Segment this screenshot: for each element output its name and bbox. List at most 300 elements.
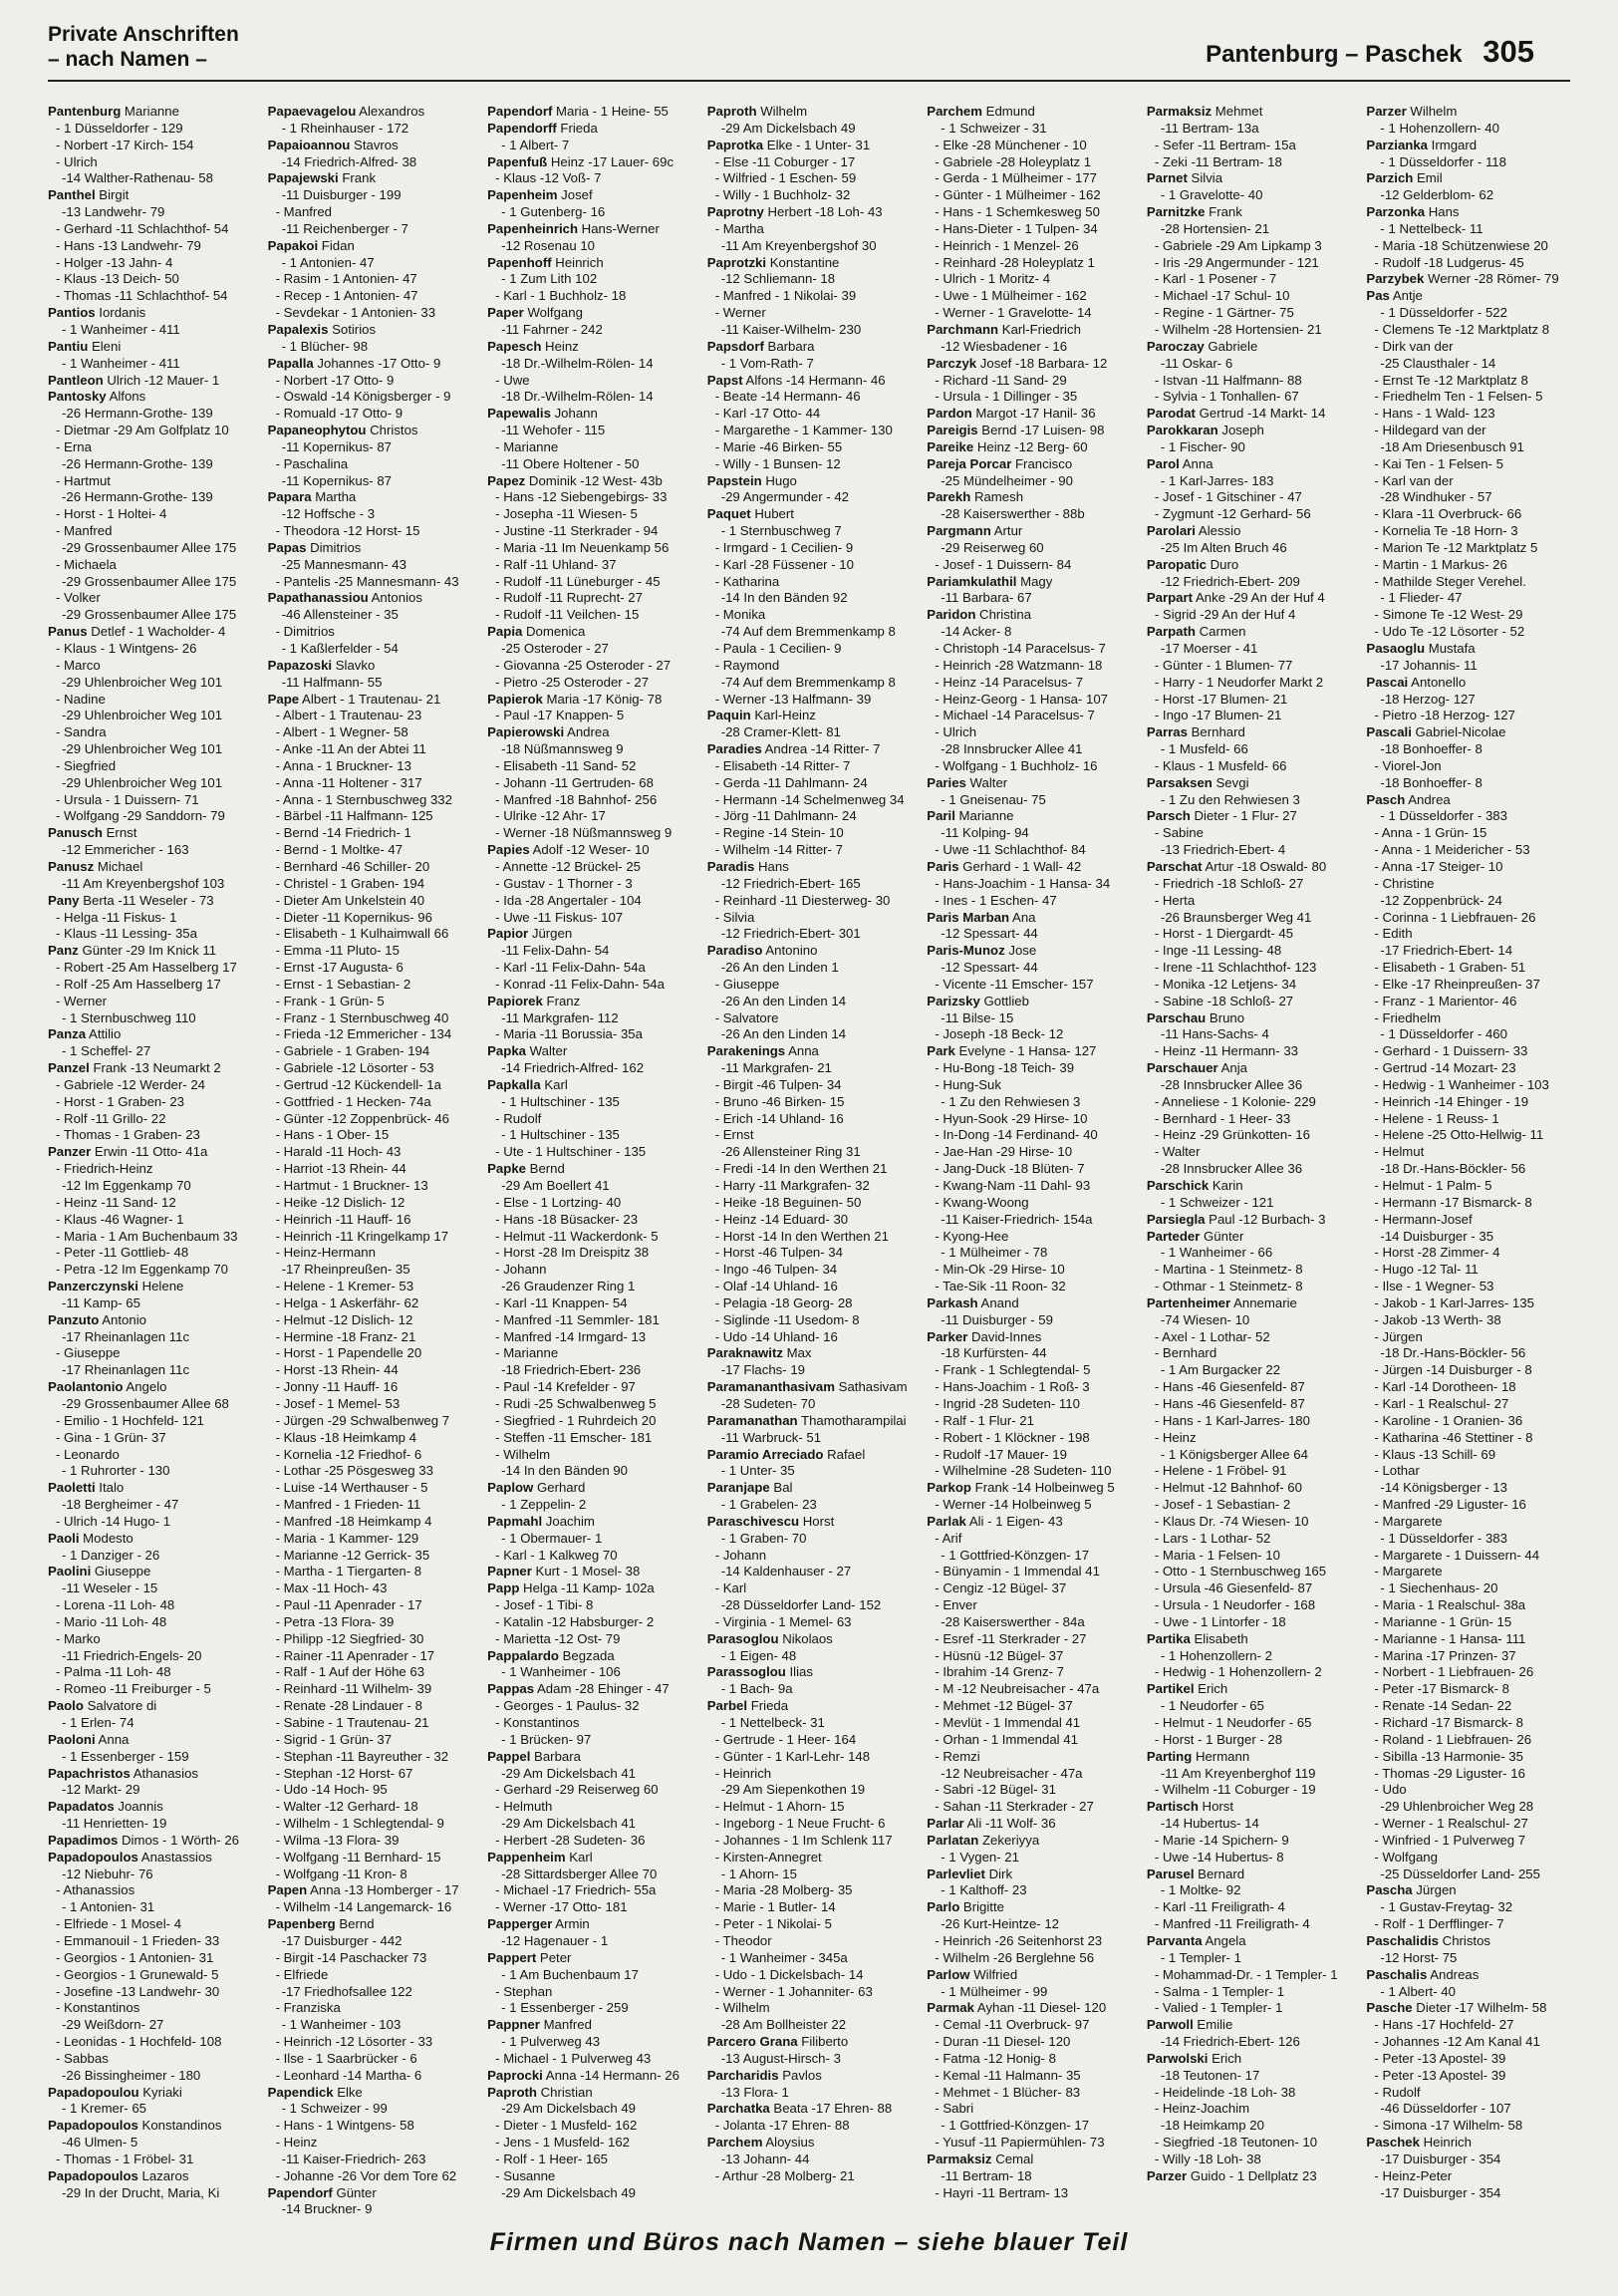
surname: Parsch — [1146, 808, 1191, 824]
surname: Paprotzki — [706, 254, 767, 270]
sub-entry: - Margarethe - 1 Kammer- 130 — [714, 423, 893, 438]
address-continuation: - 1 Mülheimer - 99 — [941, 1983, 1048, 1999]
given-name-address: Carmen — [1195, 624, 1246, 640]
surname-entry — [487, 1916, 693, 1933]
surname: Pappenheim — [487, 1849, 566, 1865]
sub-entry: - Marie - 1 Butler- 14 — [714, 1899, 836, 1915]
sub-entry: - Ilse - 1 Wegner- 53 — [1374, 1279, 1494, 1294]
surname: Papia — [487, 624, 523, 640]
section-title — [48, 22, 239, 72]
given-name-address: Ana — [1009, 909, 1036, 925]
sub-entry: - Richard -17 Bismarck- 8 — [1374, 1715, 1523, 1730]
given-name-address: Stavros — [350, 137, 399, 152]
sub-entry: - Mario -11 Loh- 48 — [56, 1613, 167, 1629]
surname: Papewalis — [487, 406, 551, 422]
sub-entry: - Harald -11 Hoch- 43 — [275, 1144, 402, 1160]
address-continuation: -25 Im Alten Bruch 46 — [1160, 539, 1287, 555]
address-continuation: - 1 Am Burgacker 22 — [1160, 1362, 1281, 1378]
surname-entry — [927, 104, 1133, 121]
surname-entry — [927, 1480, 1133, 1497]
address-continuation: - 1 Nettelbeck- 31 — [720, 1715, 825, 1730]
surname: Paril — [927, 808, 955, 824]
given-name-address: Christos — [1439, 1932, 1491, 1948]
sub-entry: - Gottfried - 1 Hecken- 74a — [275, 1093, 431, 1109]
given-name-address: Elke - 1 Unter- 31 — [763, 137, 871, 152]
sub-entry: - Corinna - 1 Liebfrauen- 26 — [1374, 909, 1536, 925]
address-continuation: -18 Heimkamp 20 — [1160, 2118, 1264, 2134]
sub-entry: - Uwe -11 Fiskus- 107 — [495, 909, 624, 925]
given-name-address: Walter — [965, 774, 1008, 790]
sub-entry: - Gabriele -12 Werder- 24 — [56, 1076, 206, 1092]
sub-entry: - Enver — [935, 1597, 977, 1613]
surname-entry — [927, 356, 1133, 373]
sub-entry: - Philipp -12 Siegfried- 30 — [275, 1630, 424, 1646]
sub-entry: - Theodora -12 Horst- 15 — [275, 523, 420, 539]
sub-entry: - Fredi -14 In den Werthen 21 — [714, 1161, 888, 1177]
sub-entry: - Johannes -12 Am Kanal 41 — [1374, 2034, 1540, 2050]
given-name-address: Rafael — [823, 1446, 866, 1462]
address-continuation: - 1 Gravelotte- 40 — [1160, 187, 1263, 203]
surname: Parchem — [927, 104, 982, 119]
address-continuation: -25 Mündelheimer - 90 — [941, 472, 1073, 488]
given-name-address: Domenica — [522, 624, 586, 640]
surname: Parzer — [1146, 2167, 1188, 2183]
address-continuation: - 1 Kaßlerfelder - 54 — [281, 641, 399, 656]
sub-entry: - Maria - 1 Realschul- 38a — [1374, 1597, 1526, 1613]
sub-entry: - Klaus Dr. -74 Wiesen- 10 — [1154, 1513, 1309, 1529]
surname: Paplow — [487, 1480, 534, 1496]
sub-entry: - Dimitrios — [275, 624, 335, 640]
directory-column — [487, 104, 693, 2214]
address-continuation: - 1 Erlen- 74 — [62, 1715, 135, 1730]
address-continuation: -28 Windhuker - 57 — [1380, 489, 1492, 505]
address-continuation: -11 Kaiser-Wilhelm- 230 — [720, 321, 862, 337]
surname: Parbel — [706, 1698, 748, 1714]
surname-entry — [48, 1480, 254, 1497]
address-continuation: -26 Kurt-Heintze- 12 — [941, 1916, 1060, 1932]
sub-entry: - Edith — [1374, 926, 1413, 942]
surname: Parzybek — [1366, 271, 1425, 287]
surname: Pappner — [487, 2017, 540, 2033]
surname: Papendick — [267, 2084, 334, 2100]
sub-entry: - Klaus -11 Lessing- 35a — [56, 926, 197, 942]
surname-entry — [268, 590, 474, 607]
sub-entry: - Romeo -11 Freiburger - 5 — [56, 1681, 211, 1697]
sub-entry: - Sandra — [56, 724, 107, 740]
sub-entry: - Karl -11 Knappen- 54 — [495, 1294, 628, 1310]
sub-entry: - Margarete - 1 Duissern- 44 — [1374, 1547, 1540, 1563]
surname: Papazoski — [267, 657, 333, 673]
sub-entry: - Maria -28 Molberg- 35 — [714, 1882, 853, 1898]
sub-entry: - Karoline - 1 Oranien- 36 — [1374, 1412, 1523, 1428]
sub-entry: - Heinz -11 Hermann- 33 — [1154, 1043, 1298, 1059]
sub-entry: - Kornelia -12 Friedhof- 6 — [275, 1446, 422, 1462]
sub-entry: - Giovanna -25 Osteroder - 27 — [495, 657, 672, 673]
sub-entry: - Arif — [935, 1530, 962, 1546]
sub-entry: - Sabine -18 Schloß- 27 — [1154, 993, 1294, 1008]
given-name-address: Konstantine — [766, 254, 840, 270]
surname-entry — [487, 926, 693, 943]
sub-entry: - Pietro -18 Herzog- 127 — [1374, 708, 1515, 723]
sub-entry: - Josepha -11 Wiesen- 5 — [495, 506, 638, 522]
given-name-address: Kurt - 1 Mosel- 38 — [531, 1564, 641, 1579]
sub-entry: - Anna -17 Steiger- 10 — [1374, 858, 1503, 874]
sub-entry: - Rudolf -11 Lüneburger - 45 — [495, 573, 661, 589]
sub-entry: - Horst - 1 Diergardt- 45 — [1154, 926, 1294, 942]
surname: Panthel — [48, 187, 96, 203]
surname: Parschick — [1146, 1178, 1210, 1193]
surname: Paris — [927, 858, 959, 874]
sub-entry: - Wilma -13 Flora- 39 — [275, 1832, 400, 1848]
surname-entry — [48, 2085, 254, 2102]
sub-entry: - Friedhelm Ten - 1 Felsen- 5 — [1374, 389, 1543, 405]
sub-entry: - Wilhelm — [495, 1446, 551, 1462]
sub-entry: - Stephan — [495, 1983, 553, 1999]
address-continuation: -13 Landwehr- 79 — [62, 204, 165, 220]
sub-entry: - Reinhard -11 Wilhelm- 39 — [275, 1681, 432, 1697]
surname: Paprotka — [706, 137, 764, 152]
address-continuation: - 1 Sternbuschweg 110 — [62, 1009, 196, 1025]
sub-entry: - Zygmunt -12 Gerhard- 56 — [1154, 506, 1311, 522]
sub-entry: - Hans -18 Büsacker- 23 — [495, 1211, 639, 1227]
sub-entry: - Martina - 1 Steinmetz- 8 — [1154, 1262, 1303, 1278]
surname-entry — [707, 1698, 914, 1715]
sub-entry: - Manfred - 1 Frieden- 11 — [275, 1497, 421, 1513]
surname-entry — [48, 1060, 254, 1077]
surname: Papst — [706, 372, 743, 388]
sub-entry: - Dietmar -29 Am Golfplatz 10 — [56, 423, 229, 438]
surname-entry — [927, 523, 1133, 540]
surname-entry — [707, 1480, 914, 1497]
sub-entry: - Gertrud -14 Mozart- 23 — [1374, 1060, 1516, 1076]
sub-entry: - Marianne — [495, 1345, 559, 1361]
address-continuation: -12 Zoppenbrück- 24 — [1380, 892, 1502, 908]
address-continuation: -14 In den Bänden 90 — [501, 1463, 628, 1479]
address-continuation: -11 Am Kreyenbergshof 30 — [720, 237, 877, 253]
sub-entry: - Klaus -12 Voß- 7 — [495, 170, 602, 186]
address-continuation: -13 August-Hirsch- 3 — [720, 2050, 841, 2066]
address-continuation: -29 Am Dickelsbach 49 — [501, 2101, 637, 2117]
sub-entry: - Maria -11 Borussia- 35a — [495, 1026, 643, 1042]
sub-entry: - Karl van der — [1374, 472, 1454, 488]
sub-entry: - Joseph -18 Beck- 12 — [935, 1026, 1064, 1042]
sub-entry: - Manfred — [56, 523, 113, 539]
given-name-address: Anastassios — [137, 1849, 212, 1865]
address-continuation: -28 Kaiserswerther - 84a — [941, 1613, 1085, 1629]
surname: Parzonka — [1366, 204, 1426, 220]
sub-entry: - Robert - 1 Klöckner - 198 — [935, 1429, 1090, 1445]
surname: Papaioannou — [267, 137, 351, 152]
surname: Paradiso — [706, 943, 763, 959]
address-continuation: -14 Duisburger - 35 — [1380, 1228, 1494, 1244]
sub-entry: - Hartmut - 1 Bruckner- 13 — [275, 1178, 428, 1193]
sub-entry: - Gerhard -11 Schlachthof- 54 — [56, 220, 229, 236]
surname-entry — [707, 859, 914, 876]
surname-entry — [1147, 204, 1353, 221]
surname: Parteder — [1146, 1228, 1201, 1244]
sub-entry: - Emilio - 1 Hochfeld- 121 — [56, 1412, 204, 1428]
address-continuation: -28 Kaiserswerther - 88b — [941, 506, 1085, 522]
address-continuation: - 1 Vom-Rath- 7 — [720, 355, 814, 371]
surname: Pas — [1366, 288, 1390, 304]
given-name-address: Alfons — [106, 389, 146, 405]
address-continuation: - 1 Albert- 7 — [501, 137, 570, 152]
sub-entry: - Norbert -17 Kirch- 154 — [56, 137, 194, 152]
sub-entry: - Othmar - 1 Steinmetz- 8 — [1154, 1279, 1303, 1294]
given-name-address: Heinrich — [551, 254, 604, 270]
surname-entry — [707, 506, 914, 523]
given-name-address: Dimos - 1 Wörth- 26 — [118, 1832, 240, 1848]
address-continuation: - 1 Hultschiner - 135 — [501, 1093, 620, 1109]
sub-entry: - Vicente -11 Emscher- 157 — [935, 976, 1094, 992]
sub-entry: - Christel - 1 Graben- 194 — [275, 875, 425, 891]
sub-entry: - Luise -14 Werthauser - 5 — [275, 1480, 428, 1496]
given-name-address: Anna — [1179, 455, 1214, 471]
address-continuation: -29 Grossenbaumer Allee 175 — [62, 607, 237, 623]
surname: Partika — [1146, 1630, 1191, 1646]
surname: Pascali — [1366, 724, 1412, 740]
sub-entry: - Martha — [714, 220, 764, 236]
surname: Pantenburg — [48, 104, 122, 119]
address-continuation: -28 Sudeten- 70 — [720, 1395, 816, 1411]
address-continuation: -25 Clausthaler - 14 — [1380, 355, 1496, 371]
address-continuation: - 1 Gottfried-Könzgen- 17 — [941, 2118, 1090, 2134]
surname-entry — [48, 624, 254, 641]
sub-entry: - Georges - 1 Paulus- 32 — [495, 1698, 640, 1714]
sub-entry: - Johann -11 Gertruden- 68 — [495, 774, 654, 790]
address-continuation: -28 Innsbrucker Allee 36 — [1160, 1161, 1303, 1177]
surname-entry — [1147, 557, 1353, 574]
sub-entry: - Ilse - 1 Saarbrücker - 6 — [275, 2050, 417, 2066]
sub-entry: - Heinz — [1154, 1429, 1197, 1445]
sub-entry: - Jens - 1 Musfeld- 162 — [495, 2135, 631, 2151]
surname: Paolantonio — [48, 1379, 124, 1395]
surname-entry — [1147, 1799, 1353, 1816]
sub-entry: - Harry -11 Markgrafen- 32 — [714, 1178, 870, 1193]
surname-entry — [268, 1882, 474, 1899]
sub-entry: - Josefine -13 Landwehr- 30 — [56, 1983, 220, 1999]
sub-entry: - Werner — [56, 993, 108, 1008]
surname: Parchmann — [927, 321, 999, 337]
given-name-address: Wilhelm — [1406, 104, 1458, 119]
address-continuation: -12 Horst- 75 — [1380, 1949, 1458, 1965]
surname-entry — [1366, 271, 1572, 288]
given-name-address: Artur — [990, 523, 1023, 539]
surname: Paramio Arreciado — [706, 1446, 824, 1462]
address-continuation: - 1 Sternbuschweg 7 — [720, 523, 842, 539]
given-name-address: Wilfried — [969, 1966, 1018, 1982]
given-name-address: Hubert — [750, 506, 794, 522]
sub-entry: - Helene -25 Otto-Hellwig- 11 — [1374, 1127, 1544, 1143]
address-continuation: - 1 Wanheimer - 106 — [501, 1664, 621, 1680]
sub-entry: - Christoph -14 Paracelsus- 7 — [935, 641, 1106, 656]
address-continuation: -17 Rheinanlagen 11c — [62, 1328, 190, 1344]
address-continuation: -29 Grossenbaumer Allee 175 — [62, 539, 237, 555]
sub-entry: - Ulrich - 1 Moritz- 4 — [935, 271, 1051, 287]
surname: Papalla — [267, 355, 314, 371]
sub-entry: - Petra -12 Im Eggenkamp 70 — [56, 1262, 228, 1278]
address-continuation: - 1 Pulverweg 43 — [501, 2034, 601, 2050]
surname: Parchem — [706, 2135, 763, 2151]
directory-column — [707, 104, 914, 2214]
address-continuation: -14 Hubertus- 14 — [1160, 1816, 1259, 1832]
given-name-address: Werner -28 Römer- 79 — [1424, 271, 1559, 287]
address-continuation: -29 Uhlenbroicher Weg 28 — [1380, 1799, 1534, 1815]
surname-entry — [487, 842, 693, 859]
sub-entry: - Jae-Han -29 Hirse- 10 — [935, 1144, 1073, 1160]
surname-entry — [1147, 2017, 1353, 2034]
address-continuation: -18 Teutonen- 17 — [1160, 2067, 1260, 2083]
surname-entry — [927, 910, 1133, 927]
sub-entry: - Hans -12 Siebengebirgs- 33 — [495, 489, 668, 505]
sub-entry: - Maria - 1 Am Buchenbaum 33 — [56, 1228, 238, 1244]
surname: Papiorek — [487, 993, 543, 1008]
address-continuation: -28 Sittardsberger Allee 70 — [501, 1866, 658, 1881]
sub-entry: - Ingo -17 Blumen- 21 — [1154, 708, 1282, 723]
sub-entry: - Gerhard - 1 Duissern- 33 — [1374, 1043, 1528, 1059]
given-name-address: Josef — [557, 187, 593, 203]
given-name-address: Frank — [1205, 204, 1242, 220]
address-continuation: - 1 Karl-Jarres- 183 — [1160, 472, 1274, 488]
given-name-address: Bernd — [335, 1916, 375, 1932]
surname: Papior — [487, 926, 529, 942]
sub-entry: - Athanassios — [56, 1882, 135, 1898]
sub-entry: - Salvatore — [714, 1009, 779, 1025]
address-continuation: -12 Friedrich-Ebert- 301 — [720, 926, 861, 942]
sub-entry: - Josef - 1 Sebastian- 2 — [1154, 1497, 1291, 1513]
given-name-address: Birgit — [95, 187, 130, 203]
surname: Papen — [267, 1882, 308, 1898]
sub-entry: - Hartmut — [56, 472, 111, 488]
given-name-address: Irmgard — [1428, 137, 1478, 152]
surname-entry — [1366, 2135, 1572, 2152]
address-continuation: -26 Hermann-Grothe- 139 — [62, 406, 213, 422]
address-continuation: -28 Düsseldorfer Land- 152 — [720, 1597, 882, 1613]
sub-entry: - Albert - 1 Wegner- 58 — [275, 724, 408, 740]
sub-entry: - Ursula - 1 Neudorfer - 168 — [1154, 1597, 1316, 1613]
given-name-address: Bernd — [526, 1161, 565, 1177]
address-continuation: -25 Düsseldorfer Land- 255 — [1380, 1866, 1540, 1881]
given-name-address: Gottlieb — [979, 993, 1029, 1008]
address-continuation: - 1 Danziger - 26 — [62, 1547, 160, 1563]
address-continuation: -28 Innsbrucker Allee 36 — [1160, 1076, 1303, 1092]
sub-entry: - Willy - 1 Buchholz- 32 — [714, 187, 851, 203]
address-continuation: -18 Bonhoeffer- 8 — [1380, 774, 1483, 790]
sub-entry: - Johann — [714, 1547, 767, 1563]
sub-entry: - Helmut - 1 Neudorfer - 65 — [1154, 1715, 1312, 1730]
sub-entry: - Ulrich — [56, 153, 98, 169]
surname: Pantleon — [48, 372, 104, 388]
address-continuation: -25 Osteroder - 27 — [501, 641, 609, 656]
surname: Papenhoff — [487, 254, 552, 270]
sub-entry: - Heinrich - 1 Menzel- 26 — [935, 237, 1079, 253]
sub-entry: - Friedrich-Heinz — [56, 1161, 153, 1177]
sub-entry: - Wilhelm -26 Berglehne 56 — [935, 1949, 1095, 1965]
surname: Pasche — [1366, 2000, 1413, 2016]
sub-entry: - Tae-Sik -11 Roon- 32 — [935, 1279, 1066, 1294]
given-name-address: Karl-Friedrich — [998, 321, 1081, 337]
surname-entry — [487, 121, 693, 138]
sub-entry: - Horst - 1 Burger - 28 — [1154, 1731, 1283, 1747]
surname-entry — [48, 1312, 254, 1329]
sub-entry: - Anna - 1 Bruckner- 13 — [275, 757, 411, 773]
surname-entry — [487, 473, 693, 490]
given-name-address: Karin — [1209, 1178, 1243, 1193]
given-name-address: Jose — [1004, 943, 1037, 959]
surname: Paoletti — [48, 1480, 96, 1496]
surname-entry — [1366, 1967, 1572, 1984]
sub-entry: - Karl -11 Freiligrath- 4 — [1154, 1899, 1285, 1915]
sub-entry: - Herta — [1154, 892, 1196, 908]
surname-entry — [927, 2000, 1133, 2017]
address-continuation: -12 Hoffsche - 3 — [281, 506, 376, 522]
given-name-address: Anke -29 An der Huf 4 — [1193, 590, 1325, 606]
sub-entry: - Irene -11 Schlachthof- 123 — [1154, 960, 1317, 976]
given-name-address: Paul -12 Burbach- 3 — [1205, 1211, 1326, 1227]
sub-entry: - Johannes - 1 Im Schlenk 117 — [714, 1832, 893, 1848]
sub-entry: - Otto - 1 Sternbuschweg 165 — [1154, 1564, 1327, 1579]
sub-entry: - Sibilla -13 Harmonie- 35 — [1374, 1748, 1523, 1764]
surname: Paris Marban — [927, 909, 1010, 925]
surname-entry — [1366, 2000, 1572, 2017]
surname: Paradis — [706, 858, 755, 874]
surname: Parlevliet — [927, 1866, 985, 1881]
sub-entry: - Gerda -11 Dahlmann- 24 — [714, 774, 868, 790]
surname: Papalexis — [267, 321, 329, 337]
surname: Paschalidis — [1366, 1932, 1439, 1948]
sub-entry: - Paul -17 Knappen- 5 — [495, 708, 625, 723]
address-continuation: -29 Uhlenbroicher Weg 101 — [62, 774, 223, 790]
given-name-address: Eleni — [88, 338, 122, 354]
sub-entry: - Sabri — [935, 2101, 974, 2117]
surname: Panus — [48, 624, 88, 640]
given-name-address: Elisabeth — [1190, 1630, 1248, 1646]
address-continuation: - 1 Flieder- 47 — [1380, 590, 1463, 606]
address-continuation: - 1 Hohenzollern- 40 — [1380, 120, 1499, 136]
address-continuation: -11 Kaiser-Friedrich- 263 — [281, 2151, 426, 2166]
surname: Parpart — [1146, 590, 1194, 606]
sub-entry: - Olaf -14 Uhland- 16 — [714, 1279, 838, 1294]
address-continuation: -17 Flachs- 19 — [720, 1362, 805, 1378]
sub-entry: - Virginia - 1 Memel- 63 — [714, 1613, 852, 1629]
sub-entry: - Elisabeth - 1 Kulhaimwall 66 — [275, 926, 449, 942]
sub-entry: - Hans - 1 Wintgens- 58 — [275, 2118, 414, 2134]
surname-entry — [487, 104, 693, 121]
given-name-address: Ernst — [102, 825, 137, 841]
sub-entry: - Helga - 1 Askerfähr- 62 — [275, 1294, 419, 1310]
address-continuation: -26 Hermann-Grothe- 139 — [62, 455, 213, 471]
surname: Paradies — [706, 741, 762, 757]
address-continuation: - 1 Wanheimer - 345a — [720, 1949, 848, 1965]
address-continuation: -11 Bertram- 13a — [1160, 120, 1259, 136]
surname-entry — [487, 1161, 693, 1178]
sub-entry: - Michael -14 Paracelsus- 7 — [935, 708, 1095, 723]
sub-entry: - Helmut -12 Bahnhof- 60 — [1154, 1480, 1302, 1496]
sub-entry: - Jürgen — [1374, 1328, 1423, 1344]
sub-entry: - Marina -17 Prinzen- 37 — [1374, 1647, 1516, 1663]
surname-entry — [1366, 170, 1572, 187]
surname: Pascha — [1366, 1882, 1413, 1898]
surname-entry — [927, 406, 1133, 423]
given-name-address: Gerhard - 1 Wall- 42 — [958, 858, 1082, 874]
surname: Parassoglou — [706, 1664, 786, 1680]
sub-entry: - Hyun-Sook -29 Hirse- 10 — [935, 1110, 1088, 1126]
given-name-address: Adam -28 Ehinger - 47 — [534, 1681, 670, 1697]
surname-entry — [268, 170, 474, 187]
sub-entry: - Helmut -11 Wackerdonk- 5 — [495, 1228, 659, 1244]
sub-entry: - Karl - 1 Buchholz- 18 — [495, 288, 627, 304]
sub-entry: - Norbert - 1 Liebfrauen- 26 — [1374, 1664, 1534, 1680]
